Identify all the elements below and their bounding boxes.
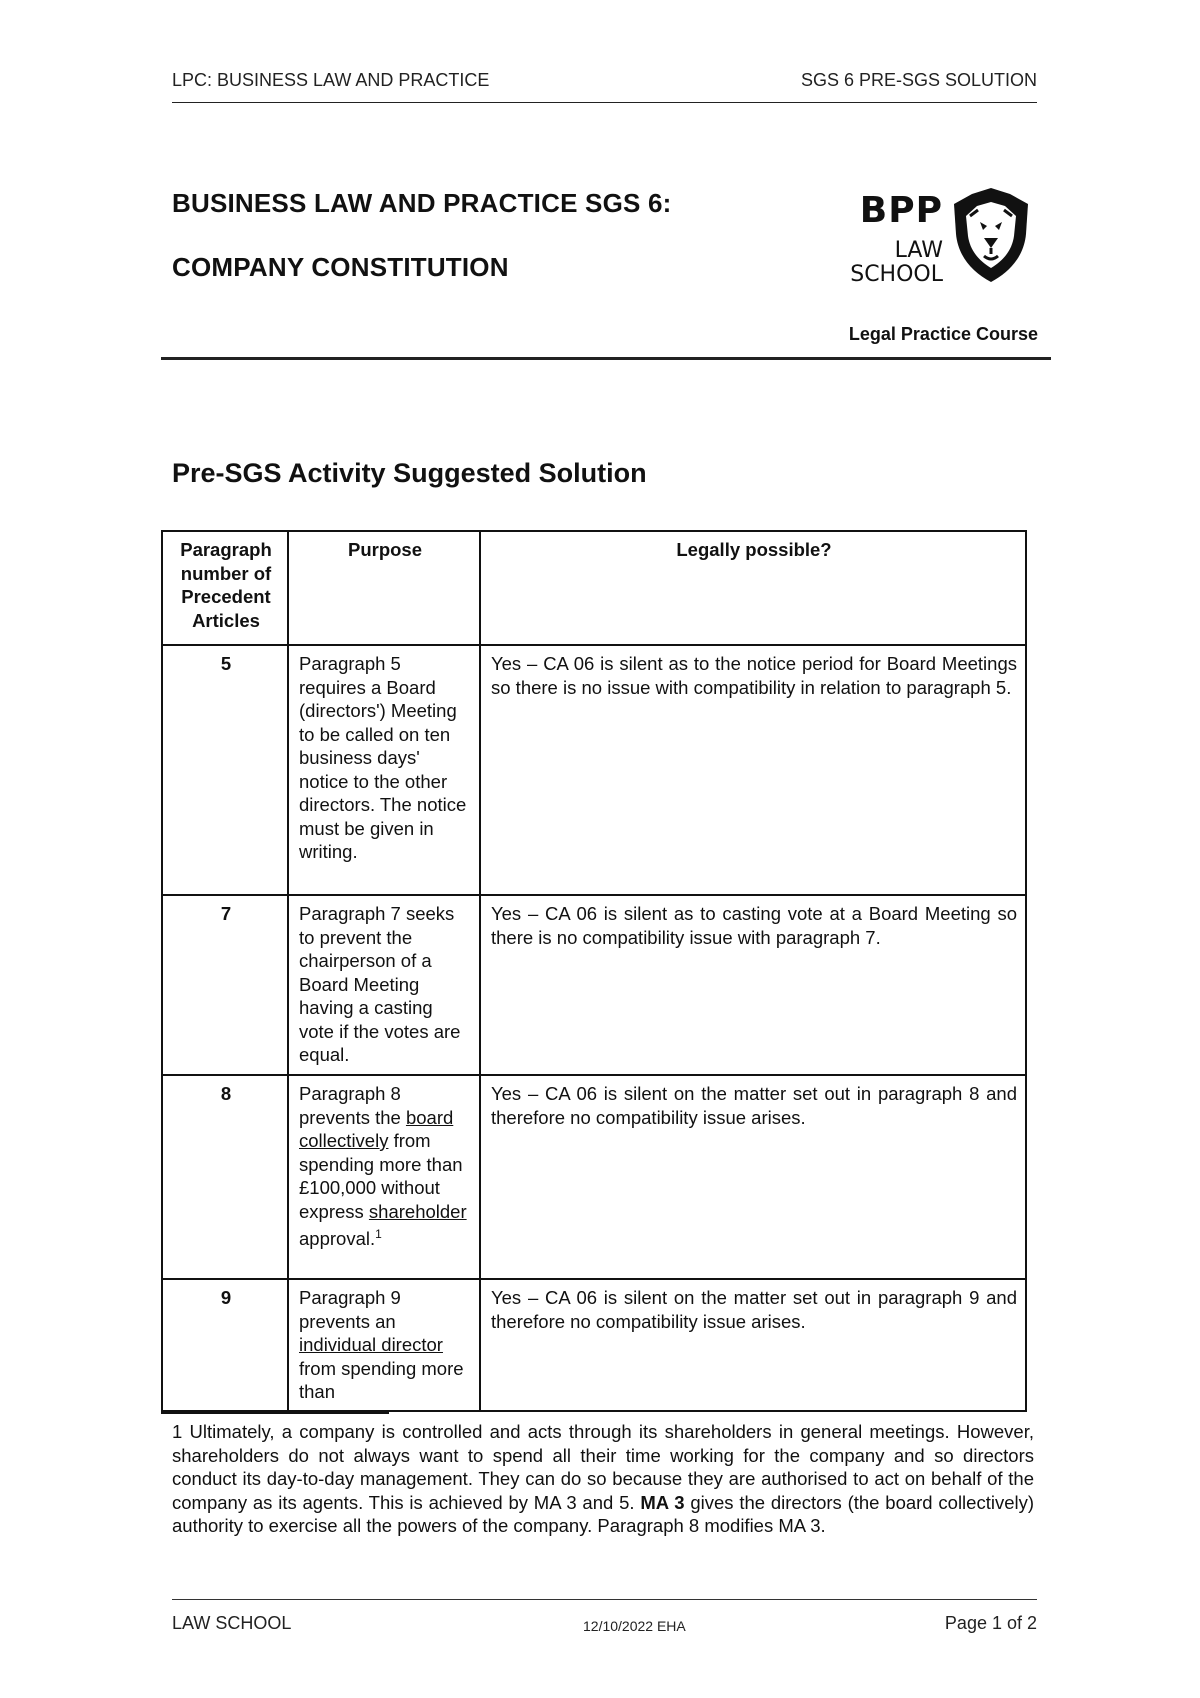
row-number: 9 (162, 1279, 288, 1411)
table-header-row (162, 531, 1026, 645)
footnote-reference[interactable]: 1 (375, 1227, 382, 1241)
footnote-text-end: gives the directors (the board collectively) authority to exercise all the powers of the company. Paragraph 8 modifies MA 3. (172, 1491, 1035, 1536)
footer-left: LAW SCHOOL (172, 1613, 292, 1633)
table-row (162, 895, 1026, 1075)
footer-rule (172, 1599, 1037, 1600)
row-purpose: Paragraph 7 seeks to prevent the chairperson of a Board Meeting having a casting vote if the votes are equal. (288, 895, 480, 1075)
row-number: 7 (162, 895, 288, 1075)
purpose-text: from spending more than (299, 1357, 464, 1402)
document-title-line-2: COMPANY CONSTITUTION (172, 252, 509, 282)
logo-law-text: LAW (894, 238, 943, 263)
header-paragraph-number: Paragraph number of Precedent Articles (162, 531, 288, 645)
purpose-text: approval. (299, 1228, 376, 1250)
table-row (162, 1279, 1026, 1411)
running-header-left: LPC: BUSINESS LAW AND PRACTICE (172, 70, 490, 90)
row-legally-possible: Yes – CA 06 is silent on the matter set out in paragraph 9 and therefore no compatibility issue arises. (480, 1279, 1026, 1411)
footnote (172, 1420, 1034, 1538)
lion-head-shield-icon (950, 186, 1032, 284)
purpose-text: Paragraph 8 prevents the (299, 1083, 406, 1128)
row-purpose: Paragraph 5 requires a Board (directors') Meeting to be called on ten business days' notice to the other directors. The notice must be given in writing. (288, 645, 480, 895)
table-row (162, 1075, 1026, 1279)
row-purpose (288, 1075, 480, 1279)
purpose-underlined-text: individual director (299, 1334, 443, 1355)
row-legally-possible: Yes – CA 06 is silent on the matter set out in paragraph 8 and therefore no compatibility issue arises. (480, 1075, 1026, 1279)
logo-school-text: SCHOOL (850, 262, 943, 287)
table-row (162, 645, 1026, 895)
footnote-separator (161, 1412, 389, 1414)
running-header-right: SGS 6 PRE-SGS SOLUTION (800, 70, 1037, 90)
footnote-bold-text: MA 3 (640, 1491, 685, 1513)
running-header (172, 70, 1037, 91)
purpose-underlined-text: shareholder (368, 1200, 467, 1222)
page-number: Page 1 of 2 (944, 1613, 1037, 1633)
bpp-law-school-logo (838, 190, 1038, 290)
course-subtitle: Legal Practice Course (848, 324, 1038, 344)
footer-date: 12/10/2022 EHA (583, 1618, 686, 1634)
title-rule (161, 357, 1051, 360)
row-number: 8 (162, 1075, 288, 1279)
header-legally-possible: Legally possible? (480, 531, 1026, 645)
section-heading: Pre-SGS Activity Suggested Solution (172, 458, 647, 488)
footnote-number: 1 (172, 1421, 183, 1442)
row-legally-possible: Yes – CA 06 is silent as to the notice period for Board Meetings so there is no issue with compatibility in relation to paragraph 5. (480, 645, 1026, 895)
footnote-text: Ultimately, a company is controlled and acts through its shareholders in general meetings. However, shareholders do not always want to spend all their time working for the company and so directors conduct its day-to-day management. They can do so because they are authorised to act on behalf of the company as its agents. This is achieved by MA 3 and 5. (172, 1421, 1034, 1513)
document-title-line-1: BUSINESS LAW AND PRACTICE SGS 6: (172, 188, 672, 218)
logo-bpp-text: BPP (859, 190, 943, 231)
purpose-text: from spending more than £100,000 without express (299, 1130, 463, 1222)
purpose-text: Paragraph 9 prevents an (299, 1287, 401, 1332)
solution-table (161, 530, 1027, 1412)
purpose-underlined-text: board collectively (299, 1106, 454, 1151)
header-purpose: Purpose (288, 531, 480, 645)
row-number: 5 (162, 645, 288, 895)
row-purpose (288, 1279, 480, 1411)
row-legally-possible: Yes – CA 06 is silent as to casting vote at a Board Meeting so there is no compatibility issue with paragraph 7. (480, 895, 1026, 1075)
header-rule (172, 102, 1037, 103)
